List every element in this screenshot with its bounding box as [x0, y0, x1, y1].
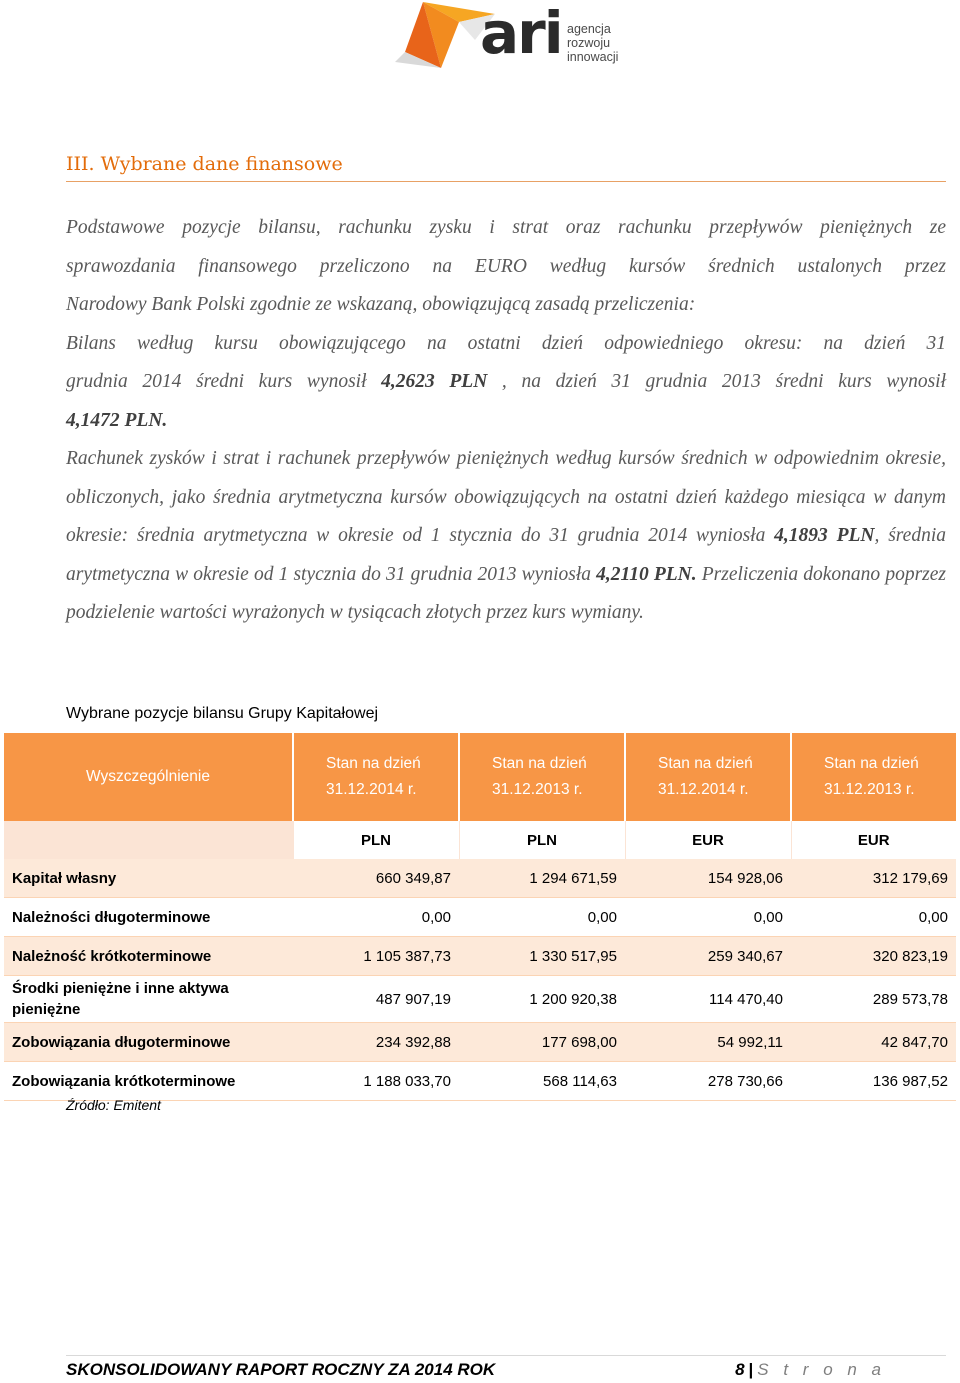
row-value: 0,00	[293, 898, 459, 937]
header-cell	[293, 733, 459, 821]
text-fragment: , na dzień 31 grudnia 2013 średni kurs wynosił	[487, 371, 946, 393]
table-row	[4, 937, 956, 976]
average-rate-2013: 4,2110 PLN.	[596, 563, 697, 585]
currency-cell: PLN	[459, 821, 625, 859]
currency-cell: PLN	[293, 821, 459, 859]
header-cell	[459, 733, 625, 821]
header-line: Stan na dzień	[658, 755, 753, 772]
row-value: 1 294 671,59	[459, 859, 625, 898]
logo-tagline-line: rozwoju	[567, 36, 611, 50]
currency-blank-cell	[4, 821, 293, 859]
average-rate-2014: 4,1893 PLN	[774, 525, 875, 547]
row-label: Kapitał własny	[4, 859, 293, 898]
row-value: 154 928,06	[625, 859, 791, 898]
table-header-row	[4, 733, 956, 821]
row-value: 0,00	[791, 898, 956, 937]
footer-report-title: SKONSOLIDOWANY RAPORT ROCZNY ZA 2014 ROK	[66, 1360, 496, 1379]
table-row	[4, 859, 956, 898]
row-value: 320 823,19	[791, 937, 956, 976]
table-source-note: Źródło: Emitent	[66, 1097, 161, 1113]
currency-cell: EUR	[791, 821, 956, 859]
header-cell	[791, 733, 956, 821]
footer-separator: |	[748, 1360, 754, 1379]
table-row	[4, 976, 956, 1023]
header-line: 31.12.2014 r.	[326, 781, 417, 798]
row-value: 177 698,00	[459, 1023, 625, 1062]
header-cell	[625, 733, 791, 821]
header-cell-label: Wyszczególnienie	[4, 733, 293, 821]
text-fragment: grudnia 2014 średni kurs wynosił	[66, 371, 382, 393]
row-value: 278 730,66	[625, 1062, 791, 1101]
logo-wordmark: ari	[480, 0, 562, 67]
table-row	[4, 1023, 956, 1062]
row-value: 1 200 920,38	[459, 976, 625, 1023]
text-line: Podstawowe pozycje bilansu, rachunku zysku i strat oraz rachunku przepływów pieniężnych ze	[66, 217, 946, 238]
intro-paragraph	[66, 209, 946, 441]
footer-page-indicator	[735, 1360, 886, 1380]
row-label: Środki pieniężne i inne aktywa pieniężne	[4, 976, 293, 1023]
header-line: 31.12.2013 r.	[492, 781, 583, 798]
row-value: 568 114,63	[459, 1062, 625, 1101]
row-label: Należności długoterminowe	[4, 898, 293, 937]
logo-tagline	[567, 22, 618, 64]
average-rate-paragraph	[66, 440, 946, 633]
text-fragment: , średnia arytmetyczna w okresie od 1 stycznia do 31 grudnia 2013 wyniosła	[66, 525, 946, 585]
text-line: Narodowy Bank Polski zgodnie ze wskazaną, obowiązującą zasadą przeliczenia:	[66, 294, 696, 316]
row-value: 136 987,52	[791, 1062, 956, 1101]
table-row	[4, 898, 956, 937]
page-number: 8	[735, 1360, 745, 1379]
row-value: 1 188 033,70	[293, 1062, 459, 1101]
header-line: Stan na dzień	[492, 755, 587, 772]
row-label: Zobowiązania krótkoterminowe	[4, 1062, 293, 1101]
row-value: 114 470,40	[625, 976, 791, 1023]
text-fragment: Rachunek zysków i strat i rachunek przepływów pieniężnych według kursów średnich w odpowiednim okresie, obliczonych, jako średnia arytmetyczna kursów obowiązujących na ostatni dzień każdego miesiąca w danym okresie: średnia arytmetyczna w okresie od 1 stycznia do 31 grudnia 2014 wyniosła	[66, 448, 946, 547]
page-footer	[66, 1355, 946, 1380]
currency-cell: EUR	[625, 821, 791, 859]
rate-2013-end: 4,1472 PLN.	[66, 409, 168, 431]
rate-2014-end: 4,2623 PLN	[381, 371, 488, 393]
section-heading: III. Wybrane dane finansowe	[66, 153, 946, 182]
text-line	[66, 363, 946, 402]
row-value: 0,00	[459, 898, 625, 937]
row-value: 259 340,67	[625, 937, 791, 976]
logo-tagline-line: innowacji	[567, 50, 619, 64]
row-label: Należność krótkoterminowe	[4, 937, 293, 976]
ari-logo	[395, 0, 630, 72]
currency-row	[4, 821, 956, 859]
header-line: 31.12.2014 r.	[658, 781, 749, 798]
page-word: S t r o n a	[757, 1360, 886, 1379]
row-value: 0,00	[625, 898, 791, 937]
row-value: 1 330 517,95	[459, 937, 625, 976]
row-value: 54 992,11	[625, 1023, 791, 1062]
header-line: 31.12.2013 r.	[824, 781, 915, 798]
header-line: Stan na dzień	[326, 755, 421, 772]
balance-table	[4, 733, 956, 1101]
table-title: Wybrane pozycje bilansu Grupy Kapitałowej	[66, 705, 379, 722]
table-row	[4, 1062, 956, 1101]
row-value: 289 573,78	[791, 976, 956, 1023]
row-value: 487 907,19	[293, 976, 459, 1023]
text-line: Bilans według kursu obowiązującego na ostatni dzień odpowiedniego okresu: na dzień 31	[66, 332, 946, 354]
row-label: Zobowiązania długoterminowe	[4, 1023, 293, 1062]
row-value: 234 392,88	[293, 1023, 459, 1062]
row-value: 660 349,87	[293, 859, 459, 898]
text-fragment: Przeliczenia dokonano poprzez podzielenie wartości wyrażonych w tysiącach złotych przez kurs wymiany.	[66, 563, 946, 624]
header-line: Stan na dzień	[824, 755, 919, 772]
row-value: 42 847,70	[791, 1023, 956, 1062]
row-value: 1 105 387,73	[293, 937, 459, 976]
row-value: 312 179,69	[791, 859, 956, 898]
text-line: sprawozdania finansowego przeliczono na EURO według kursów średnich ustalonych przez	[66, 255, 946, 277]
logo-tagline-line: agencja	[567, 22, 611, 36]
